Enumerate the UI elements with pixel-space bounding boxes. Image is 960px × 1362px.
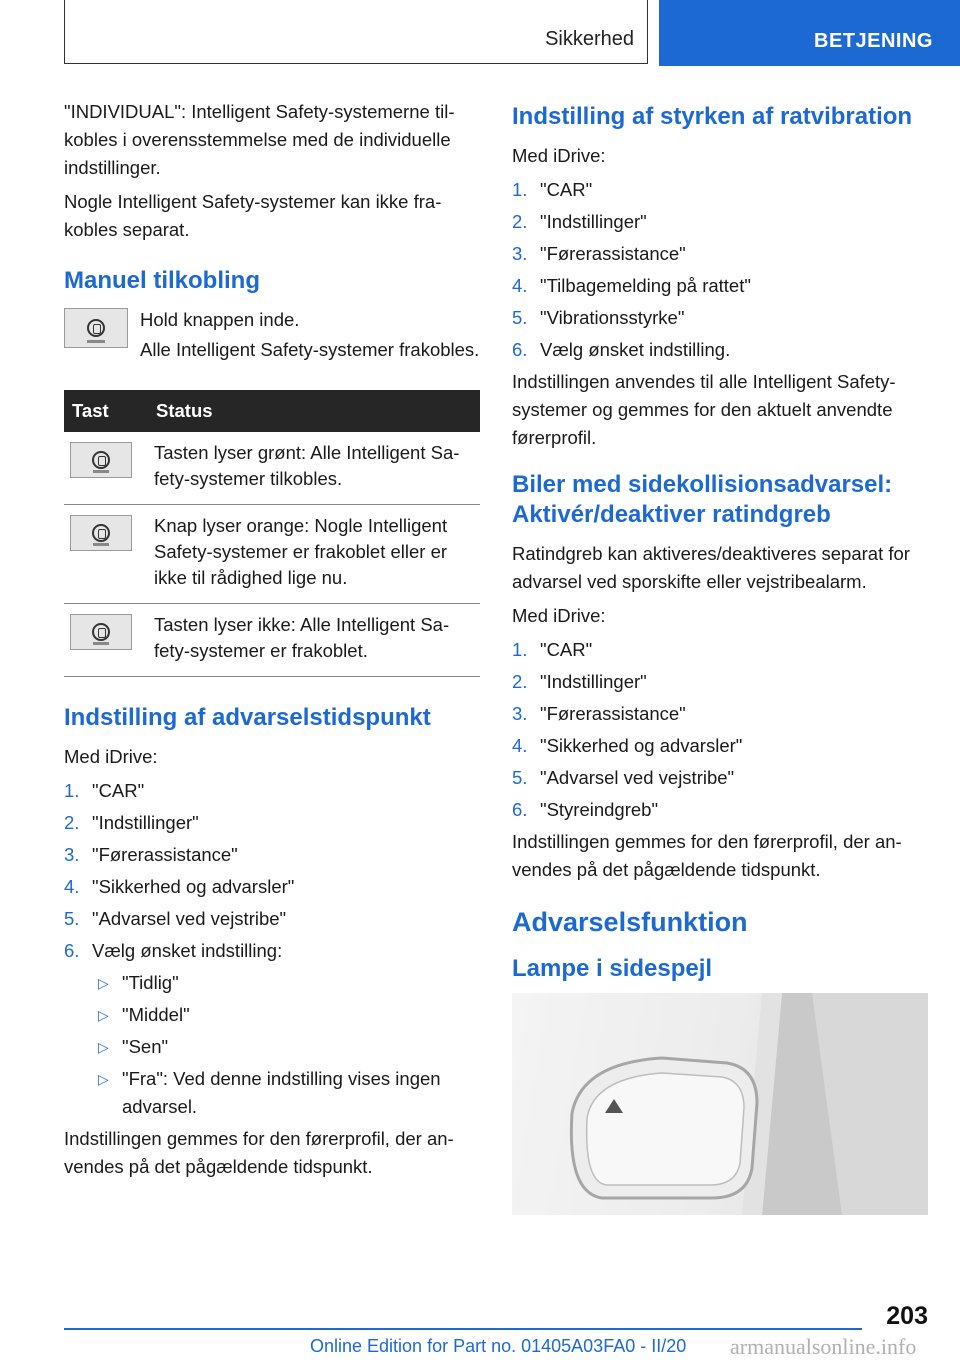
side-collision-heading: Biler med sidekollisionsadvarsel: Aktivér/deaktiver ratindgreb [512,471,893,528]
list-item: 3. "Førerassistance" [64,844,238,865]
triangle-bullet-icon: ▷ [98,1071,109,1087]
header-chapter-tab[interactable] [659,0,960,66]
option-item: ▷ "Fra": Ved denne indstilling vises ingen advarsel. [92,1065,480,1121]
vibration-heading: Indstilling af styrken af ratvibration [512,103,913,130]
warning-time-heading: Indstilling af advarselstidspunkt [64,704,431,731]
side-mirror-drawing [512,993,928,1215]
manual-instruction [64,306,480,370]
table-row [64,604,480,677]
footer-edition: Online Edition for Part no. 01405A03FA0 - II/20 [310,1336,687,1356]
table-cell-status: Tasten lyser ikke: Alle Intelligent Safety-systemer er frakoblet. [148,604,480,677]
list-item: 5. "Advarsel ved vejstribe" [64,908,287,929]
side-mirror-illustration [512,993,928,1215]
list-item: 3. "Førerassistance" [512,703,686,724]
list-item: 4. "Sikkerhed og advarsler" [512,735,743,756]
list-item: 2. "Indstillinger" [512,671,647,692]
vibration-outro: Indstillingen anvendes til alle Intelligent Safety-systemer og gemmes for den aktuelt anvendte førerprofil. [512,371,896,448]
manual-line-1: Hold knappen inde. [140,309,300,330]
table-header-tast: Tast [64,390,148,432]
side-collision-lead: Med iDrive: [512,605,606,626]
side-collision-outro: Indstillingen gemmes for den førerprofil, der anvendes på det pågældende tidspunkt. [512,831,902,880]
safety-button-off-icon [70,614,132,650]
table-row [64,432,480,505]
table-cell-status: Knap lyser orange: Nogle Intelligent Safety-systemer er frakoblet eller er ikke til rådighed lige nu. [148,505,480,604]
intro-paragraph-1: "INDIVIDUAL": Intelligent Safety-systemerne tilkobles i overensstemmelse med de individuelle indstillinger. [64,101,455,178]
intro-paragraph-2: Nogle Intelligent Safety-systemer kan ikke frakobles separat. [64,191,442,240]
safety-button-icon [64,308,128,348]
list-item: 1. "CAR" [512,179,593,200]
list-item: 1. "CAR" [64,780,145,801]
safety-button-orange-icon [70,515,132,551]
vibration-lead: Med iDrive: [512,145,606,166]
safety-button-green-icon [70,442,132,478]
side-collision-steps [512,636,928,824]
list-item: 6. Vælg ønsket indstilling: [64,940,283,961]
watermark: armanualsonline.info [730,1334,917,1359]
table-header-status: Status [148,390,480,432]
list-item: 3. "Førerassistance" [512,243,686,264]
list-item: 4. "Sikkerhed og advarsler" [64,876,295,897]
left-column [64,98,480,1187]
table-cell-status: Tasten lyser grønt: Alle Intelligent Safety-systemer tilkobles. [148,432,480,505]
list-item: 5. "Advarsel ved vejstribe" [512,767,735,788]
option-item: ▷ "Sen" [92,1033,480,1061]
mirror-lamp-heading: Lampe i sidespejl [512,955,713,982]
list-item: 5. "Vibrationsstyrke" [512,307,685,328]
list-item: 1. "CAR" [512,639,593,660]
list-item: 6. Vælg ønsket indstilling. [512,339,731,360]
warning-time-steps [64,777,480,965]
page-number: 203 [886,1302,928,1330]
warning-time-options [64,969,480,1121]
status-table [64,390,480,677]
triangle-bullet-icon: ▷ [98,1039,109,1055]
manual-heading: Manuel tilkobling [64,267,260,294]
warning-time-outro: Indstillingen gemmes for den førerprofil, der anvendes på det pågældende tidspunkt. [64,1128,454,1177]
triangle-bullet-icon: ▷ [98,975,109,991]
triangle-bullet-icon: ▷ [98,1007,109,1023]
list-item: 2. "Indstillinger" [64,812,199,833]
right-column [512,98,928,994]
vibration-steps [512,176,928,364]
option-item: ▷ "Middel" [92,1001,480,1029]
manual-line-2: Alle Intelligent Safety-systemer frakobles. [140,339,480,360]
option-item: ▷ "Tidlig" [92,969,480,997]
side-collision-intro: Ratindgreb kan aktiveres/deaktiveres separat for advarsel ved sporskifte eller vejstribealarm. [512,543,910,592]
warning-function-heading: Advarselsfunktion [512,907,748,937]
list-item: 6. "Styreindgreb" [512,799,659,820]
table-row [64,505,480,604]
header-chapter-label: BETJENING [814,30,933,52]
list-item: 2. "Indstillinger" [512,211,647,232]
footer-divider [64,1328,862,1330]
header-section-title: Sikkerhed [545,28,634,50]
list-item: 4. "Tilbagemelding på rattet" [512,275,751,296]
warning-time-lead: Med iDrive: [64,746,158,767]
